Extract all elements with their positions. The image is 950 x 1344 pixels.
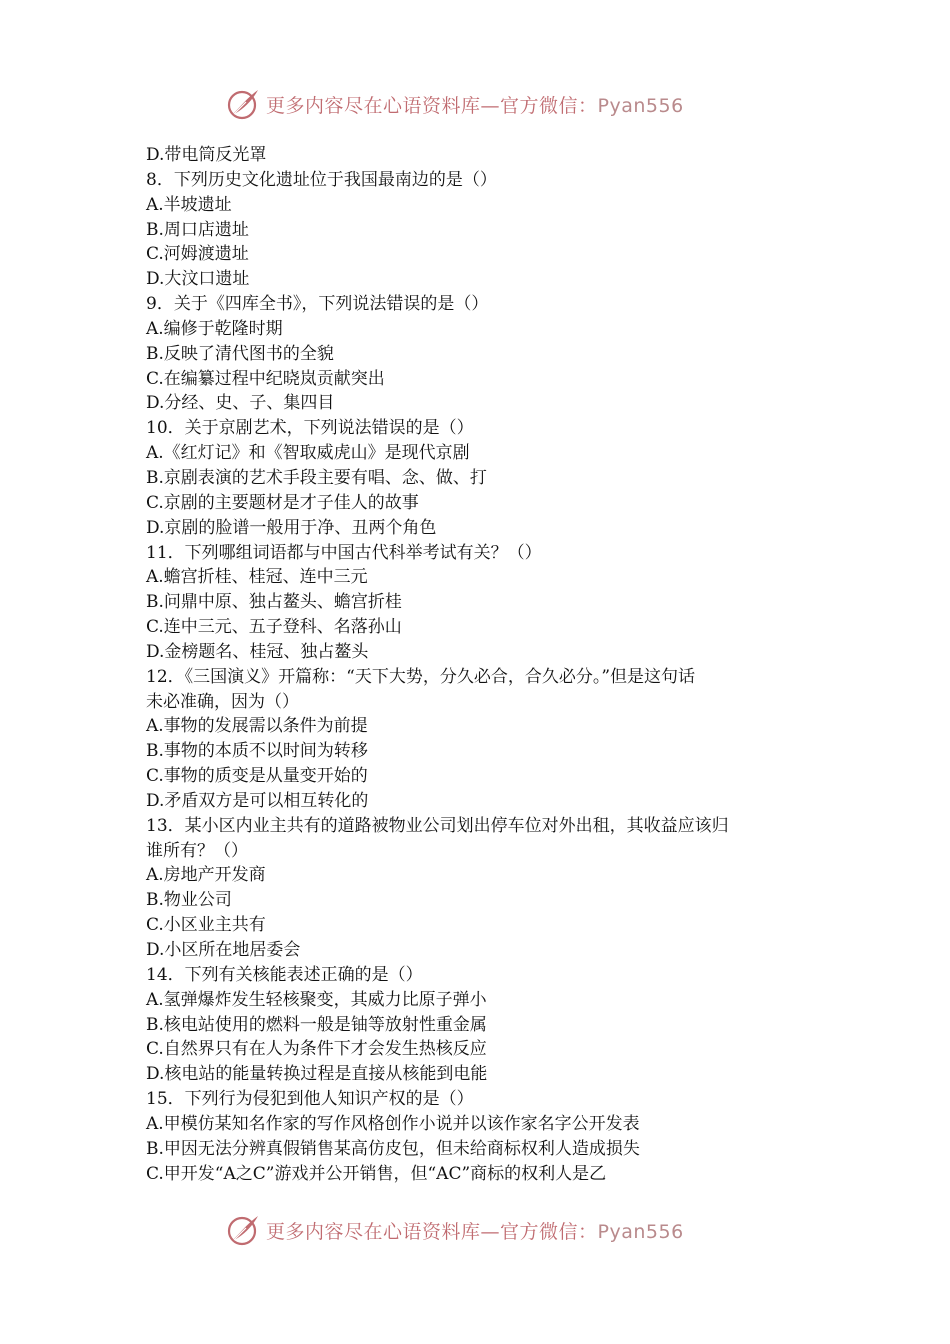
text-line: D.金榜题名、桂冠、独占鳌头 (146, 641, 369, 662)
text-line: A.《红灯记》和《智取威虎山》是现代京剧 (146, 443, 470, 464)
text-line: D.矛盾双方是可以相互转化的 (146, 790, 369, 811)
text-line: D.带电筒反光罩 (146, 145, 267, 165)
text-line: 13．某小区内业主共有的道路被物业公司划出停车位对外出租，其收益应该归 (146, 815, 729, 836)
text-line: D.京剧的脸谱一般用于净、丑两个角色 (146, 517, 437, 538)
text-line: A.氢弹爆炸发生轻核聚变，其威力比原子弹小 (146, 989, 487, 1010)
text-line: 15．下列行为侵犯到他人知识产权的是（） (146, 1089, 474, 1110)
text-line: A.事物的发展需以条件为前提 (146, 716, 368, 737)
wechat-id: Pyan556 (597, 1220, 684, 1243)
text-line: B.事物的本质不以时间为转移 (146, 741, 368, 762)
text-line: 谁所有？（） (146, 840, 248, 861)
text-line: 未必准确，因为（） (146, 691, 299, 712)
text-line: 12．《三国演义》开篇称：“天下大势，分久必合，合久必分。”但是这句话 (146, 666, 696, 687)
footer-watermark (226, 1210, 746, 1250)
text-line: D.分经、史、子、集四目 (146, 393, 335, 414)
text-line: B.问鼎中原、独占鳌头、蟾宫折桂 (146, 592, 402, 613)
text-line: C.事物的质变是从量变开始的 (146, 766, 368, 787)
text-line: C.小区业主共有 (146, 915, 266, 936)
text-line: C.连中三元、五子登科、名落孙山 (146, 617, 402, 638)
text-line: B.甲因无法分辨真假销售某高仿皮包，但未给商标权利人造成损失 (146, 1138, 640, 1159)
text-line: A.蟾宫折桂、桂冠、连中三元 (146, 567, 368, 588)
text-line: A.甲模仿某知名作家的写作风格创作小说并以该作家名字公开发表 (146, 1113, 640, 1134)
text-line: C.河姆渡遗址 (146, 244, 249, 265)
text-line: D.大汶口遗址 (146, 269, 250, 290)
text-line: 10．关于京剧艺术，下列说法错误的是（） (146, 418, 474, 439)
text-line: B.周口店遗址 (146, 219, 249, 240)
text-line: C.在编纂过程中纪晓岚贡献突出 (146, 368, 385, 389)
text-line: D.小区所在地居委会 (146, 940, 301, 960)
text-line: B.京剧表演的艺术手段主要有唱、念、做、打 (146, 467, 487, 488)
text-line: A.房地产开发商 (146, 865, 266, 886)
question-list (146, 143, 816, 1186)
text-line: A.编修于乾隆时期 (146, 318, 283, 339)
quill-pen-logo-icon (226, 87, 260, 121)
text-line: 9．关于《四库全书》，下列说法错误的是（） (146, 294, 489, 315)
text-line: C.甲开发“A之C”游戏并公开销售，但“AC”商标的权利人是乙 (146, 1163, 607, 1184)
text-line: D.核电站的能量转换过程是直接从核能到电能 (146, 1064, 488, 1085)
text-line: 11．下列哪组词语都与中国古代科举考试有关？（） (146, 542, 542, 563)
quill-pen-logo-icon (226, 1213, 260, 1247)
text-line: A.半坡遗址 (146, 194, 232, 215)
watermark-text: 更多内容尽在心语资料库—官方微信：Pyan556 (266, 1220, 684, 1243)
text-line: B.反映了清代图书的全貌 (146, 343, 334, 364)
text-line: 8．下列历史文化遗址位于我国最南边的是（） (146, 169, 497, 190)
wechat-id: Pyan556 (597, 94, 684, 117)
text-line: 14．下列有关核能表述正确的是（） (146, 964, 423, 985)
text-line: B.核电站使用的燃料一般是铀等放射性重金属 (146, 1014, 487, 1035)
text-line: C.京剧的主要题材是才子佳人的故事 (146, 492, 419, 513)
text-line: C.自然界只有在人为条件下才会发生热核反应 (146, 1039, 487, 1060)
watermark-text: 更多内容尽在心语资料库—官方微信：Pyan556 (266, 94, 684, 117)
header-watermark (226, 84, 746, 124)
text-line: B.物业公司 (146, 890, 232, 911)
